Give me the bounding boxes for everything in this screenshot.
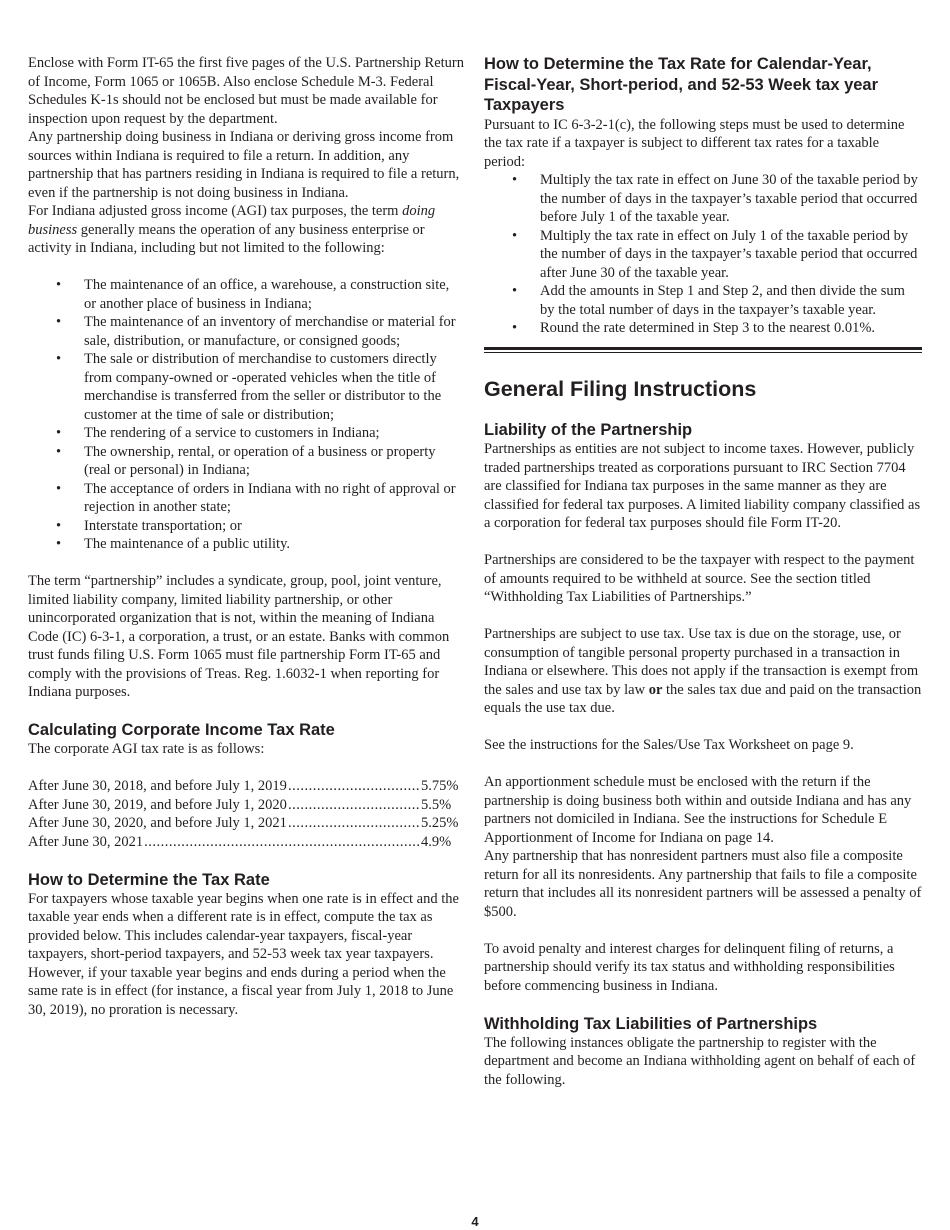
- rate-row: [28, 777, 457, 796]
- page-number: 4: [471, 1214, 479, 1229]
- proration-step: • Multiply the tax rate in effect on July 1 of the taxable period by the number of days in the taxpayer’s taxable period that occurred after June 30 of the taxable year.: [540, 227, 922, 283]
- composite-return-paragraph: Any partnership that has nonresident partners must also file a composite return for all its nonresidents. Any partnership that fails to file a composite return that includes all its nonresident partners will be assessed a penalty of $500.: [484, 848, 922, 920]
- corporate-rate-heading: Calculating Corporate Income Tax Rate: [28, 721, 335, 739]
- section-divider-thick: [484, 347, 922, 350]
- doing-business-item: • The rendering of a service to customers in Indiana;: [84, 424, 464, 443]
- rate-value: 5.25%: [421, 815, 459, 831]
- intro-paragraph-2: Any partnership doing business in Indiana or deriving gross income from sources within Indiana is required to file a return. In addition, any partnership that has partners residing in Indiana is required to file a return, even if the partnership is not doing business in Indiana.: [28, 129, 460, 201]
- corporate-rate-table: [28, 777, 457, 851]
- doing-business-definition: For Indiana adjusted gross income (AGI) tax purposes, the term doing business generally means the operation of any business enterprise or activity in Indiana, including but not limited to the following:: [28, 203, 436, 256]
- rate-period: After June 30, 2019, and before July 1, 2020: [28, 796, 287, 813]
- liability-paragraph-1: Partnerships as entities are not subject to income taxes. However, publicly traded partnerships treated as corporations pursuant to IRC Section 7704 are classified for Indiana tax purposes in the same manner as they are classified for federal tax purposes. A limited liability company classified as a corporation for federal tax purposes should file Form IT-20.: [484, 441, 921, 531]
- rate-row: [28, 796, 457, 815]
- general-filing-heading: General Filing Instructions: [484, 377, 757, 401]
- dot-leader: [288, 814, 420, 833]
- doing-business-item: • The maintenance of an inventory of merchandise or material for sale, distribution, or manufacture, or consigned goods;: [84, 313, 464, 350]
- rate-row: [28, 814, 457, 833]
- intro-paragraph-1: Enclose with Form IT-65 the first five pages of the U.S. Partnership Return of Income, Form 1065 or 1065B. Also enclose Schedule M-3. Federal Schedules K-1s should not be enclosed but must be made available for inspection upon request by the department.: [28, 55, 464, 127]
- liability-heading: Liability of the Partnership: [484, 421, 693, 439]
- dot-leader: [288, 777, 420, 796]
- corporate-rate-intro: The corporate AGI tax rate is as follows:: [28, 741, 265, 757]
- liability-paragraph-2: Partnerships are considered to be the taxpayer with respect to the payment of amounts required to be withheld at source. See the section titled “Withholding Tax Liabilities of Partnerships.”: [484, 552, 915, 605]
- doing-business-item: • The sale or distribution of merchandise to customers directly from company-owned or -operated vehicles when the title of merchandise is transferred from the seller or distributor to the customer at the time of sale or distribution;: [84, 350, 464, 424]
- use-tax-paragraph: Partnerships are subject to use tax. Use tax is due on the storage, use, or consumption of tangible personal property purchased in a transaction in Indiana or elsewhere. This does not apply if the transaction is exempt from the sales and use tax by law or the sales tax due and paid on the transaction equals the use tax due.: [484, 626, 922, 716]
- rate-value: 5.5%: [421, 796, 452, 813]
- how-to-determine-body: For taxpayers whose taxable year begins when one rate is in effect and the taxable year ends when a different rate is in effect, compute the tax as provided below. This includes calendar-year taxpayers, fiscal-year taxpayers, short-period taxpayers, and 52-53 week tax year taxpayers. However, if your taxable year begins and ends during a period when the same rate is in effect (for instance, a fiscal year from July 1, 2018 to June 30, 2019), no proration is necessary.: [28, 890, 459, 1018]
- rate-period: After June 30, 2020, and before July 1, 2021: [28, 815, 287, 831]
- right-column: [484, 54, 922, 1089]
- withholding-heading: Withholding Tax Liabilities of Partnerships: [484, 1014, 818, 1033]
- rate-period: After June 30, 2021: [28, 833, 144, 850]
- doing-business-item: • Interstate transportation; or: [84, 517, 464, 536]
- penalty-paragraph: To avoid penalty and interest charges for delinquent filing of returns, a partnership should verify its tax status and withholding responsibilities before commencing business in Indiana.: [484, 940, 895, 994]
- dot-leader: [144, 833, 420, 852]
- proration-step: • Multiply the tax rate in effect on June 30 of the taxable period by the number of days in the taxpayer’s taxable period that occurred before July 1 of the taxable year.: [540, 171, 922, 227]
- doing-business-item: • The maintenance of a public utility.: [84, 535, 464, 554]
- doing-business-item: • The ownership, rental, or operation of a business or property (real or personal) in Indiana;: [84, 443, 464, 480]
- dot-leader: [288, 796, 420, 815]
- calendar-year-heading: How to Determine the Tax Rate for Calendar-Year, Fiscal-Year, Short-period, and 52-53 Week tax year Taxpayers: [484, 55, 879, 114]
- doing-business-item: • The acceptance of orders in Indiana with no right of approval or rejection in another state;: [84, 480, 464, 517]
- worksheet-note: See the instructions for the Sales/Use Tax Worksheet on page 9.: [484, 737, 854, 753]
- how-to-determine-heading: How to Determine the Tax Rate: [28, 870, 270, 889]
- proration-step: • Add the amounts in Step 1 and Step 2, and then divide the sum by the total number of days in the taxpayer’s taxable year.: [540, 282, 922, 319]
- doing-business-item: • The maintenance of an office, a warehouse, a construction site, or another place of business in Indiana;: [84, 276, 464, 313]
- withholding-paragraph: The following instances obligate the partnership to register with the department and become an Indiana withholding agent on behalf of each of the following.: [484, 1034, 916, 1088]
- calendar-year-intro: Pursuant to IC 6-3-2-1(c), the following steps must be used to determine the tax rate if a taxpayer is subject to different tax rates for a taxable period:: [484, 116, 905, 170]
- rate-value: 5.75%: [421, 778, 459, 794]
- partnership-definition: The term “partnership” includes a syndicate, group, pool, joint venture, limited liability company, limited liability partnership, or other unincorporated organization that is not, within the meaning of Indiana Code (IC) 6-3-1, a corporation, a trust, or an estate. Banks with common trust funds filing U.S. Form 1065 must file partnership Form IT-65 and comply with the provisions of Treas. Reg. 1.6032-1 when reporting for Indiana purposes.: [28, 573, 450, 700]
- doing-business-list: [84, 276, 464, 554]
- rate-period: After June 30, 2018, and before July 1, 2019: [28, 778, 287, 794]
- left-column: [28, 54, 464, 1019]
- rate-value: 4.9%: [421, 833, 452, 850]
- rate-row: [28, 833, 457, 852]
- proration-step: • Round the rate determined in Step 3 to the nearest 0.01%.: [540, 319, 922, 338]
- proration-steps-list: [540, 171, 922, 338]
- apportionment-paragraph: An apportionment schedule must be enclosed with the return if the partnership is doing business both within and outside Indiana and has any partners not domiciled in Indiana. See the instructions for Schedule E Apportionment of Income for Indiana on page 14.: [484, 774, 912, 846]
